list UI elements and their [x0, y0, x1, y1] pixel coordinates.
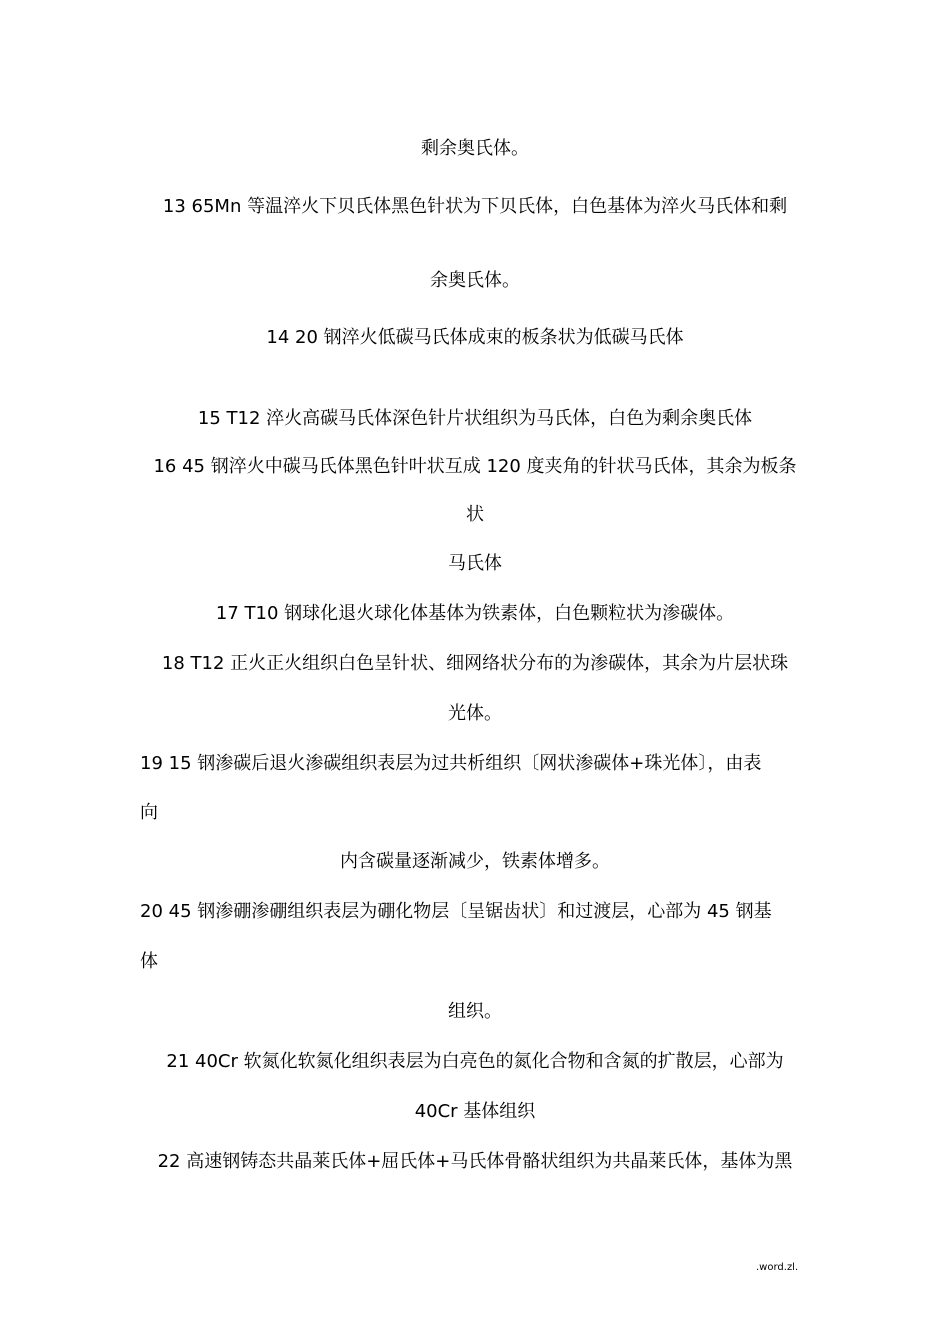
text-line-4: 14 20 钢淬火低碳马氏体成束的板条状为低碳马氏体: [266, 327, 684, 348]
text-line-20: 22 高速钢铸态共晶莱氏体+屈氏体+马氏体骨骼状组织为共晶莱氏体，基体为黑: [157, 1151, 793, 1172]
text-line-12: 19 15 钢渗碳后退火渗碳组织表层为过共析组织〔网状渗碳体+珠光体〕，由表: [140, 753, 762, 774]
text-line-8: 马氏体: [448, 553, 502, 574]
page-footer: .word.zl.: [756, 1262, 799, 1273]
text-line-7: 状: [466, 504, 484, 525]
text-line-15: 20 45 钢渗硼渗硼组织表层为硼化物层〔呈锯齿状〕和过渡层，心部为 45 钢基: [140, 901, 772, 922]
text-line-1: 剩余奥氏体。: [421, 138, 529, 159]
text-line-5: 15 T12 淬火高碳马氏体深色针片状组织为马氏体，白色为剩余奥氏体: [197, 408, 753, 429]
text-line-3: 余奥氏体。: [430, 270, 520, 291]
text-line-18: 21 40Cr 软氮化软氮化组织表层为白亮色的氮化合物和含氮的扩散层，心部为: [166, 1051, 784, 1072]
text-line-14: 内含碳量逐渐减少，铁素体增多。: [340, 851, 610, 872]
text-line-6: 16 45 钢淬火中碳马氏体黑色针叶状互成 120 度夹角的针状马氏体，其余为板条: [153, 456, 797, 477]
text-line-2: 13 65Mn 等温淬火下贝氏体黑色针状为下贝氏体，白色基体为淬火马氏体和剩: [162, 196, 788, 217]
text-line-10: 18 T12 正火正火组织白色呈针状、细网络状分布的为渗碳体，其余为片层状珠: [161, 653, 789, 674]
text-line-17: 组织。: [448, 1001, 502, 1022]
text-line-13: 向: [140, 802, 158, 823]
text-line-11: 光体。: [448, 703, 502, 724]
text-line-9: 17 T10 钢球化退火球化体基体为铁素体，白色颗粒状为渗碳体。: [215, 603, 735, 624]
text-line-16: 体: [140, 951, 158, 972]
text-line-19: 40Cr 基体组织: [414, 1101, 536, 1122]
